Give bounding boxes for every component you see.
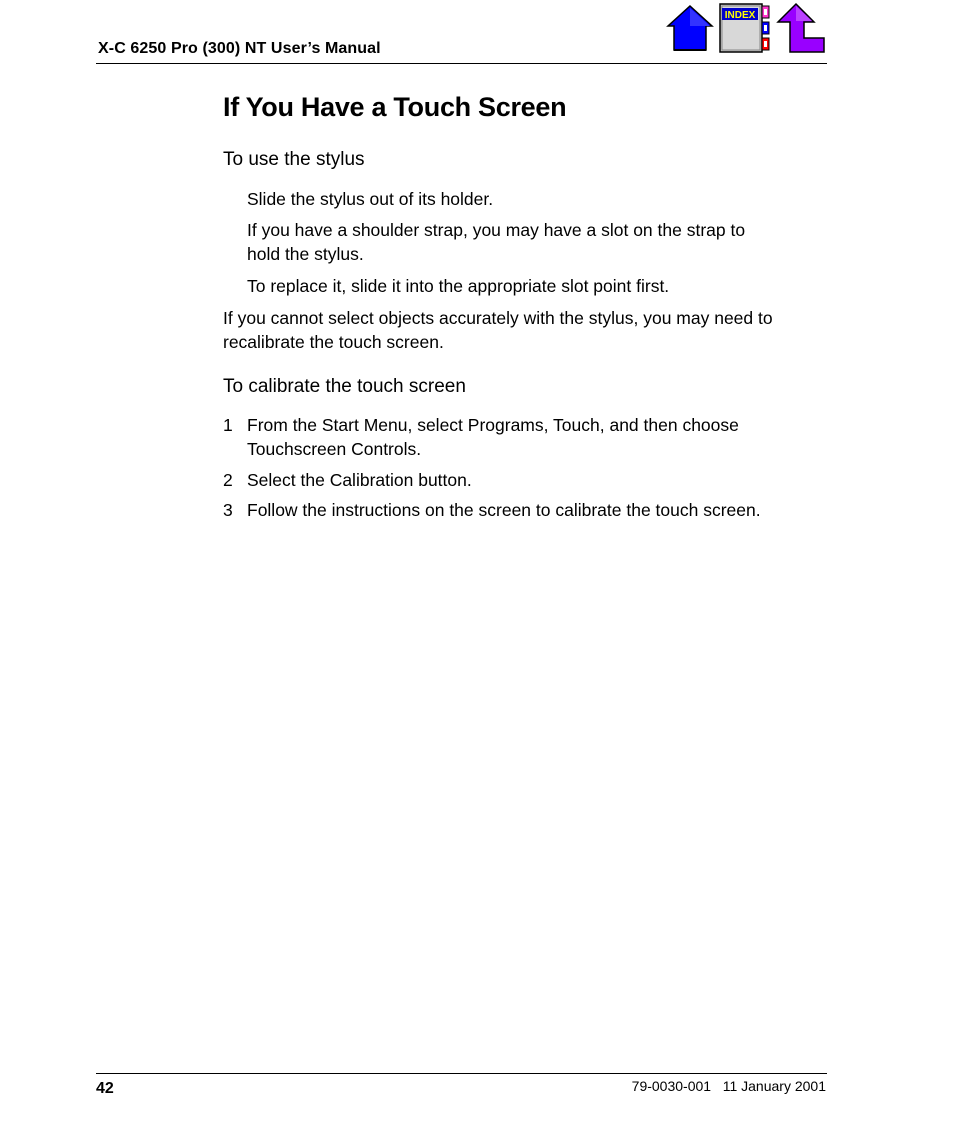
up-arrow-icon bbox=[776, 2, 826, 54]
page-number: 42 bbox=[96, 1080, 114, 1097]
index-label: INDEX bbox=[724, 10, 756, 21]
home-button[interactable] bbox=[666, 2, 714, 54]
nav-icons bbox=[666, 2, 828, 54]
manual-title: X-C 6250 Pro (300) NT User’s Manual bbox=[98, 40, 381, 57]
section-heading-calibrate: To calibrate the touch screen bbox=[223, 376, 466, 397]
page-title: If You Have a Touch Screen bbox=[223, 92, 567, 122]
step-text: Select the Calibration button. bbox=[247, 470, 472, 490]
step-number: 2 bbox=[223, 470, 233, 490]
document-reference: 79-0030-001 11 January 2001 bbox=[631, 1078, 826, 1094]
stylus-item-1: Slide the stylus out of its holder. bbox=[247, 189, 494, 209]
step-number: 3 bbox=[223, 500, 233, 520]
section-heading-stylus: To use the stylus bbox=[223, 149, 365, 170]
index-button[interactable] bbox=[719, 2, 772, 54]
step-number: 1 bbox=[223, 415, 233, 435]
stylus-note-line1: If you cannot select objects accurately with the stylus, you may need to bbox=[223, 308, 773, 328]
stylus-item-2-line1: If you have a shoulder strap, you may have a slot on the strap to bbox=[247, 220, 746, 240]
house-icon bbox=[666, 2, 714, 54]
step-text: From the Start Menu, select Programs, Touch, and then choose bbox=[247, 415, 739, 435]
stylus-item-2-line2: hold the stylus. bbox=[247, 244, 364, 264]
footer-rule bbox=[96, 1073, 827, 1074]
step-text-continued: Touchscreen Controls. bbox=[247, 439, 422, 459]
header-rule bbox=[96, 63, 827, 64]
index-book-icon bbox=[719, 2, 772, 54]
step-text: Follow the instructions on the screen to calibrate the touch screen. bbox=[247, 500, 761, 520]
stylus-item-3: To replace it, slide it into the appropriate slot point first. bbox=[247, 276, 670, 296]
back-button[interactable] bbox=[776, 2, 826, 54]
stylus-note-line2: recalibrate the touch screen. bbox=[223, 332, 444, 352]
